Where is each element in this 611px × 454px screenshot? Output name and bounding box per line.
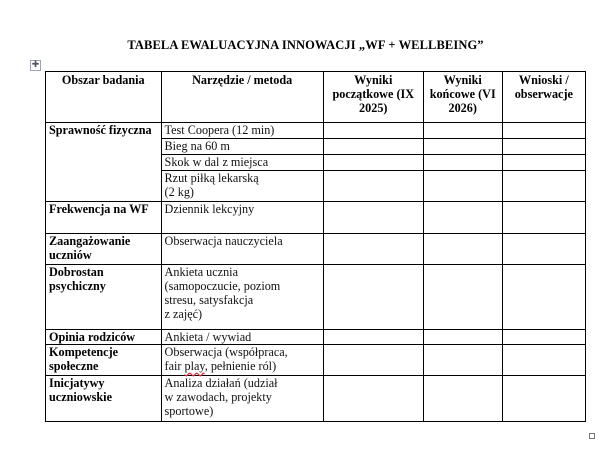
tool-line: z zajęć) — [164, 307, 203, 321]
table-resize-handle[interactable] — [589, 433, 595, 439]
header-cell: Obszar badania — [46, 72, 162, 123]
result-start-cell[interactable] — [323, 376, 423, 422]
area-cell[interactable]: Sprawność fizyczna — [46, 123, 162, 202]
result-end-cell[interactable] — [423, 376, 502, 422]
conclusion-cell[interactable] — [502, 171, 585, 202]
result-end-cell[interactable] — [423, 202, 502, 234]
table-row — [46, 345, 586, 376]
area-cell[interactable]: Kompetencje społeczne — [46, 345, 162, 376]
result-start-cell[interactable] — [323, 234, 423, 265]
table-row — [46, 234, 586, 265]
conclusion-cell[interactable] — [502, 330, 585, 345]
header-cell: Wnioski / obserwacje — [502, 72, 585, 123]
result-start-cell[interactable] — [323, 155, 423, 171]
result-end-cell[interactable] — [423, 265, 502, 330]
table-row — [46, 330, 586, 345]
header-cell: Wyniki początkowe (IX 2025) — [323, 72, 423, 123]
tool-cell[interactable]: Skok w dal z miejsca — [161, 155, 323, 171]
tool-line: Ankieta ucznia — [164, 265, 238, 279]
result-end-cell[interactable] — [423, 234, 502, 265]
tool-line: Analiza działań (udział — [164, 376, 278, 390]
tool-cell[interactable] — [161, 265, 323, 330]
tool-word: fair — [164, 359, 182, 373]
table-row — [46, 123, 586, 139]
table-header-row — [46, 72, 586, 123]
result-start-cell[interactable] — [323, 330, 423, 345]
table-row — [46, 265, 586, 330]
header-cell: Wyniki końcowe (VI 2026) — [423, 72, 502, 123]
spellcheck-word[interactable]: play — [184, 359, 205, 373]
result-end-cell[interactable] — [423, 345, 502, 376]
tool-cell[interactable] — [161, 171, 323, 202]
document-title: TABELA EWALUACYJNA INNOWACJI „WF + WELLBEING” — [127, 38, 484, 52]
evaluation-table — [45, 71, 586, 422]
header-cell: Narzędzie / metoda — [161, 72, 323, 123]
tool-line: Obserwacja (współpraca, — [164, 345, 288, 359]
result-end-cell[interactable] — [423, 330, 502, 345]
tool-line: Rzut piłką lekarską — [164, 171, 259, 185]
tool-cell[interactable] — [161, 345, 323, 376]
tool-cell[interactable]: Ankieta / wywiad — [161, 330, 323, 345]
tool-cell[interactable]: Bieg na 60 m — [161, 139, 323, 155]
table-row — [46, 376, 586, 422]
result-start-cell[interactable] — [323, 139, 423, 155]
tool-line: sportowe) — [164, 404, 214, 418]
result-end-cell[interactable] — [423, 139, 502, 155]
result-start-cell[interactable] — [323, 345, 423, 376]
tool-cell[interactable]: Test Coopera (12 min) — [161, 123, 323, 139]
tool-line: (samopoczucie, poziom — [164, 279, 281, 293]
result-end-cell[interactable] — [423, 171, 502, 202]
table-move-handle-icon[interactable]: ✚ — [31, 60, 40, 70]
tool-line — [165, 359, 320, 373]
tool-cell[interactable]: Obserwacja nauczyciela — [161, 234, 323, 265]
result-start-cell[interactable] — [323, 123, 423, 139]
area-cell[interactable]: Zaangażowanie uczniów — [46, 234, 162, 265]
result-end-cell[interactable] — [423, 123, 502, 139]
result-start-cell[interactable] — [323, 171, 423, 202]
table-row — [46, 202, 586, 234]
result-end-cell[interactable] — [423, 155, 502, 171]
tool-line: (2 kg) — [164, 185, 194, 199]
tool-cell[interactable]: Dziennik lekcyjny — [161, 202, 323, 234]
conclusion-cell[interactable] — [502, 234, 585, 265]
area-cell[interactable]: Dobrostan psychiczny — [46, 265, 162, 330]
tool-line: w zawodach, projekty — [164, 390, 272, 404]
conclusion-cell[interactable] — [502, 202, 585, 234]
result-start-cell[interactable] — [323, 202, 423, 234]
tool-cell[interactable] — [161, 376, 323, 422]
conclusion-cell[interactable] — [502, 345, 585, 376]
conclusion-cell[interactable] — [502, 155, 585, 171]
tool-line: stresu, satysfakcja — [164, 293, 254, 307]
area-cell[interactable]: Opinia rodziców — [46, 330, 162, 345]
conclusion-cell[interactable] — [502, 376, 585, 422]
area-cell[interactable]: Frekwencja na WF — [46, 202, 162, 234]
conclusion-cell[interactable] — [502, 265, 585, 330]
tool-word: , pełnienie ról) — [204, 359, 277, 373]
conclusion-cell[interactable] — [502, 123, 585, 139]
area-cell[interactable]: Inicjatywy uczniowskie — [46, 376, 162, 422]
conclusion-cell[interactable] — [502, 139, 585, 155]
result-start-cell[interactable] — [323, 265, 423, 330]
